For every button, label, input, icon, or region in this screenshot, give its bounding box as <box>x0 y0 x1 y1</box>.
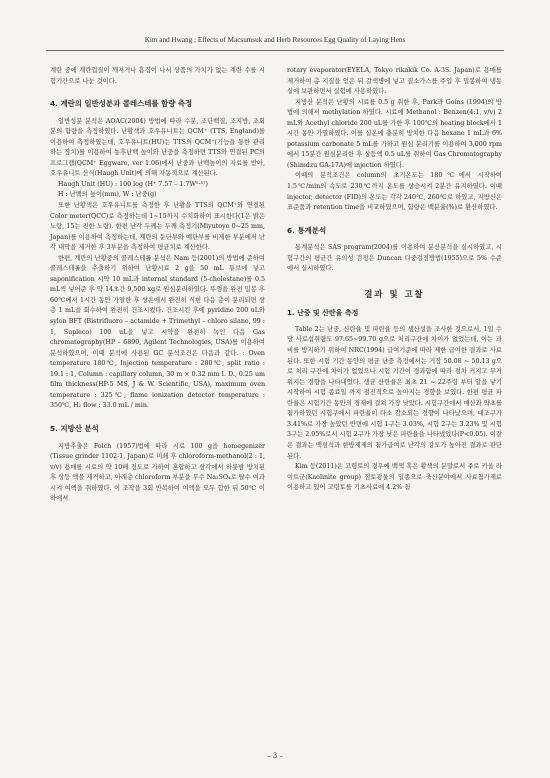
paragraph: Table 2는 난중, 산란율 및 파란율 등의 생산성을 조사한 것으로서, 1일 수당 사료섭취량도 97.65~99.70 g으로 처리구간에 차이가 없었는데, 이는 과비를 방지하기 위하여 NRC(1994) 급여기준에 따라 제한 급여한 결과로 사료된다. 또한 시험 기간 동안의 평균 난중 측정에서는 거장 50.08 ~ 50.13 g으로 처리 구간에 차이가 없었으나 시험 기간이 경과함에 따라 점차 커지고 무거워지는 경향을 나타내었다. 생균 산란율은 최초 21 ~ 22주령 부터 알을 낳기 시작하여 시험 종료일 까지 점진적으로 높아지는 경향을 보였다. 한편 평균 파란율은 시험기간 동안의 경제에 걸쳐 가장 낮았다. 시험구간에서 매산과 약초를 첨가하였던 시험구에서 파란율이 다소 감소되는 경향이 나타났으며, 대조구가 3.41%로 가장 높았던 반면에 시험 1구는 3.03%, 시험 2구는 3.23% 및 시험 3구는 2.95%로서 시험 2구가 가장 낮은 파란율을 나타냈었다(P<0.05). 이같은 결과는 맥섬석과 한방제제의 첨가급여로 난각의 강도가 높아진 결과로 판단된다. <box>287 325 502 460</box>
paragraph: 통계분석은 SAS program(2004)를 이용하여 분산분석을 실시하였고, 시험구간의 평균간 유의성 검정은 Duncan 다중검정방법(1955)으로 5% 수준에서 실시하였다. <box>287 244 502 273</box>
right-column <box>287 66 502 494</box>
left-column <box>50 66 265 505</box>
paragraph: 이때의 분석조건은 column의 초기온도는 180℃에서 시작하여 1.5℃/min의 속도로 230℃까지 온도를 상승시켜 2분간 유지하였다. 이때 injector, detector (FID)의 온도는 각각 240℃, 260℃로 하였고, 지방산은 표준품과 retention time을 비교하였으며, 함량은 백분율(%)로 환산하였다. <box>287 172 502 212</box>
paragraph: 지방추출은 Folch (1957)법에 따라 시료 100 g을 homegenizer (Tissue grinder 1102-1, Japan)로 미쇄 후 chloroform-methanol(2 : 1, v/v) 용매를 시료의 약 10배 정도로 가하여 혼합하고 삼각에서 하룻밤 방치된 후 상등 액을 제거하고, 아래층 chloroform 부분을 무수 Na₂SO₄로 탈수 여과시켜 여액을 취하였다. 이 조작을 3회 반복하여 여액을 모두 합한 뒤 50℃ 이하에서 <box>50 442 265 503</box>
paragraph: rotary evaporator(EYELA, Tokyo rikakik Co. A-3S. Japan)로 용매를 제거하여 총 지질을 얻은 뒤 갈색병에 넣고 질소가스를 주입 후 밀봉하여 냉동실에 보관하면서 실험에 사용하였다. <box>287 67 502 96</box>
results-heading: 결과 및 고찰 <box>364 288 425 299</box>
paragraph: 또한 난황색은 호우유니트를 측정한 후 난황을 TTS의 QCM⁺와 연결된 Color meter(QCC)로 측정하는데 1~15까지 수치화하여 표시한다(1은 밝은 노랑, 15는 진한 노랑). 한편 난각 두께는 두께 측정기(Miyutoyo 0~25 mm, Japan)를 이용하여 측정하는데, 계란의 둔단부와 예단부를 비제한 부분에서 난각 내막을 제거한 후 3부분을 측정하여 평균치로 계산한다. <box>50 202 265 252</box>
running-header: Kim and Hwang ; Effects of Macsumsuk and Herb Resources Egg Quality of Laying Hens <box>144 36 406 44</box>
paragraph: 지방산 분석은 난황의 시료를 0.5 g 취한 후, Park과 Goins (1994)의 방법에 의해서 methylation 하였다. 시료에 Methanol : Benzen(4:1, v/v) 2 mL와 Acethyl chloride 200 uL를 가한 후 100℃의 heating block에서 1시간 동안 가열하였다. 이를 실온에 충분히 방치한 다음 hexane 1 mL과 6% potassium carbonate 5 mL를 가하고 원심 분리기를 이용하여 3,000 rpm에서 15분간 원심분리한 후 상등액 0.5 uL를 취하여 Gas Chromatography (Shimdzu GA-17A)에 injection 하였다. <box>287 98 502 169</box>
formula-legend: H : 난백의 높이(mm), W : 난중(g) <box>58 191 157 199</box>
paragraph: Kim 등(2011)은 고령토의 경우에 백색 혹은 황색의 분말로서 주로 카올 라이트군(Kaolinite group) 점토광물의 일종으로 축산분야에서 사료첨가제로 이용하고 있어 고령토를 기초사료에 4.2% 첨 <box>287 463 502 492</box>
section-heading: 5. 지방산 분석 <box>50 423 99 433</box>
paragraph: 계란 중에 계란껍질이 깨져거나 흠집이 나서 상품의 가치가 없는 계란 수를 시험기간으로 나눈 것이다. <box>50 67 265 85</box>
paragraph: 일반성분 분석은 AOAC(2004) 방법에 따라 수분, 조단백질, 조지방, 조회분의 함량을 측정하였다. 난황색과 호우유니트는 QCM⁺ (TTS, England)를 이용하여 측정하였는데, 호우유니트(HU)는 TTS의 QCM⁺(기능을 통한 관리하는 장치)를 이용하여 농후난백 높이와 난중을 측정하면 TTS와 연결된 PC의 프로그램(QCM⁺ Eggware, ver 1.06)에서 난중과 난백높이의 자료를 받아, 호우유니트 산식(Haugh Unit)에 의해 자동적으로 계산된다. <box>50 117 265 178</box>
formula: Haugh Unit (HU) : 100 log (H⁺ 7.57 – 1.7W⁰·³⁷) <box>58 180 208 188</box>
subsection-heading: 1. 난중 및 산란율 측정 <box>287 309 359 318</box>
paragraph: 한편, 계란의 난황중의 콜레스테롤 분석은 Nam 등(2001)의 방법에 준하여 콜레스테롤을 추출하기 위하여 난황시료 2 g을 50 mL 튜브에 넣고 saponification 시약 10 mL과 internal standard (5-cholestane)를 0.5 mL씩 넣어준 후 약 14초간 9,500 xg로 원심분리하였다. 뚜껑을 완전 밀봉 후 60℃에서 1시간 동안 가열한 후 상온에서 완전히 식힌 다음 층이 분리되면 상층 1 mL을 회수하여 완전히 건조시켰다. 건조시킨 후에 pyridine 200 uL와 sylon BFT (Bistrifluoro – actamide + Trimethyl – chloro silane, 99 : 1, Supleco) 100 uL을 넣고 시약을 완전히 녹인 다음 Gas chromatography(HP – 6890, Agilent Technologies, USA)를 이용하여 분석하였으며, 이때 분석에 사용된 GC 분석조건은 다음과 같다. : Oven temperature 180℃, Injection temperature : 280℃, split ratio : 19.1 : 1, Column : capillary column, 30 m × 0.32 mm I. D., 0.25 um film thickness(HP-5 MS, J & W. Scientific, USA), maximum oven temperature : 325℃, flame ionization detector temperature : 350℃, H₂ flow : 33.0 mL / min. <box>50 254 265 410</box>
header-rule <box>46 50 504 51</box>
page-number: – 3 – <box>267 752 283 760</box>
section-heading: 4. 계란의 일반성분과 콜레스테롤 함량 측정 <box>50 99 193 109</box>
section-heading: 6. 통계분석 <box>287 225 327 235</box>
